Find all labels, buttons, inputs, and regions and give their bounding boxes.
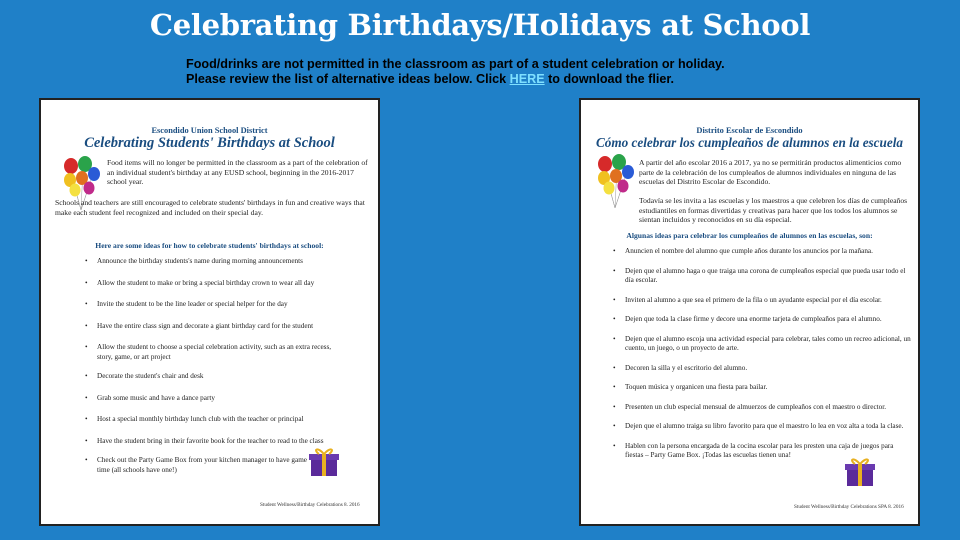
page-title: Celebrating Birthdays/Holidays at School	[149, 8, 811, 42]
list-item: • Grab some music and have a dance party	[83, 394, 345, 404]
ideas-heading: Here are some ideas for how to celebrate students' birthdays at school:	[95, 241, 324, 250]
flier-footer: Student Wellness/Birthday Celebrations 8. 2016	[260, 502, 360, 508]
list-item: • Hablen con la persona encargada de la cocina escolar para les presten una caja de juegos para fiestas – Party Game Box. ¡Todas las escuelas tienen una!	[611, 442, 911, 461]
ideas-list	[611, 247, 911, 461]
notice-line-2-pre: Please review the list of alternative ideas below. Click	[186, 72, 510, 86]
intro-paragraph-1: A partir del año escolar 2016 a 2017, ya no se permitirán productos alimenticios como parte de la celebración de los cumpleaños de alumnos individuales en ninguna de las escuelas del Distrito Escolar de Escondido.	[639, 158, 902, 187]
intro-paragraph-2: Todavía se les invita a las escuelas y los maestros a que celebren los días de cumpleaños estudiantiles en formas divertidas y creativas para hacer que los todos los alumnos se sientan incluidos y reconocidos en su día especial.	[639, 196, 908, 225]
list-item: • Have the entire class sign and decorate a giant birthday card for the student	[83, 322, 345, 332]
list-item: • Anuncien el nombre del alumno que cumple años durante los anuncios por la mañana.	[611, 247, 911, 257]
list-item: • Dejen que el alumno traiga su libro favorito para que el maestro lo lea en voz alta a toda la clase.	[611, 422, 911, 432]
list-item: • Decorate the student's chair and desk	[83, 372, 345, 382]
download-flier-link[interactable]: HERE	[509, 72, 545, 86]
list-item: • Allow the student to make or bring a special birthday crown to wear all day	[83, 279, 345, 289]
ideas-heading: Algunas ideas para celebrar los cumpleaños de alumnos en las escuelas, son:	[626, 231, 873, 240]
notice-line-1: Food/drinks are not permitted in the classroom as part of a student celebration or holiday.	[186, 57, 725, 71]
english-flier	[39, 98, 380, 526]
list-item: • Dejen que el alumno haga o que traiga una corona de cumpleaños especial que pueda usar todo el día escolar.	[611, 267, 911, 286]
flier-title: Celebrating Students' Birthdays at School	[84, 135, 335, 151]
list-item: • Dejen que el alumno escoja una actividad especial para celebrar, tales como un recreo adicional, un cuento, un juego, o un proyecto de arte.	[611, 335, 911, 354]
intro-paragraph-2: Schools and teachers are still encouraged to celebrate students' birthdays in fun and creative ways that make each student feel recognized and included on their special day.	[55, 198, 365, 217]
flier-title: Cómo celebrar los cumpleaños de alumnos en la escuela	[596, 135, 903, 150]
flier-footer: Student Wellness/Birthday Celebrations SPA 8. 2016	[794, 504, 904, 510]
list-item: • Inviten al alumno a que sea el primero de la fila o un ayudante especial por el día escolar.	[611, 296, 911, 306]
gift-box-icon	[843, 456, 877, 488]
list-item: • Decoren la silla y el escritorio del alumno.	[611, 364, 911, 374]
list-item: • Allow the student to choose a special celebration activity, such as an extra recess, story, game, or art project	[83, 343, 345, 362]
list-item: • Check out the Party Game Box from your kitchen manager to have game time (all schools have one!)	[83, 456, 311, 475]
notice-line-2-post: to download the flier.	[544, 72, 675, 86]
notice-text	[186, 57, 886, 87]
list-item: • Dejen que toda la clase firme y decore una enorme tarjeta de cumpleaños para el alumno.	[611, 315, 911, 325]
notice-line-2	[186, 72, 886, 87]
ideas-list	[83, 257, 345, 475]
list-item: • Invite the student to be the line leader or special helper for the day	[83, 300, 345, 310]
flier-district: Escondido Union School District	[151, 126, 268, 135]
list-item: • Toquen música y organicen una fiesta para bailar.	[611, 383, 911, 393]
list-item: • Announce the birthday students's name during morning announcements	[83, 257, 345, 267]
list-item: • Host a special monthly birthday lunch club with the teacher or principal	[83, 415, 345, 425]
list-item: • Presenten un club especial mensual de almuerzos de cumpleaños con el maestro o director.	[611, 403, 911, 413]
spanish-flier	[579, 98, 920, 526]
flier-district: Distrito Escolar de Escondido	[696, 126, 803, 135]
balloons-icon	[595, 152, 637, 210]
intro-paragraph-1: Food items will no longer be permitted in the classroom as a part of the celebration of an individual student's birthday at any EUSD school, beginning in the 2016-2017 school year.	[107, 158, 368, 187]
list-item: • Have the student bring in their favorite book for the teacher to read to the class	[83, 437, 345, 447]
gift-box-icon	[307, 446, 341, 478]
